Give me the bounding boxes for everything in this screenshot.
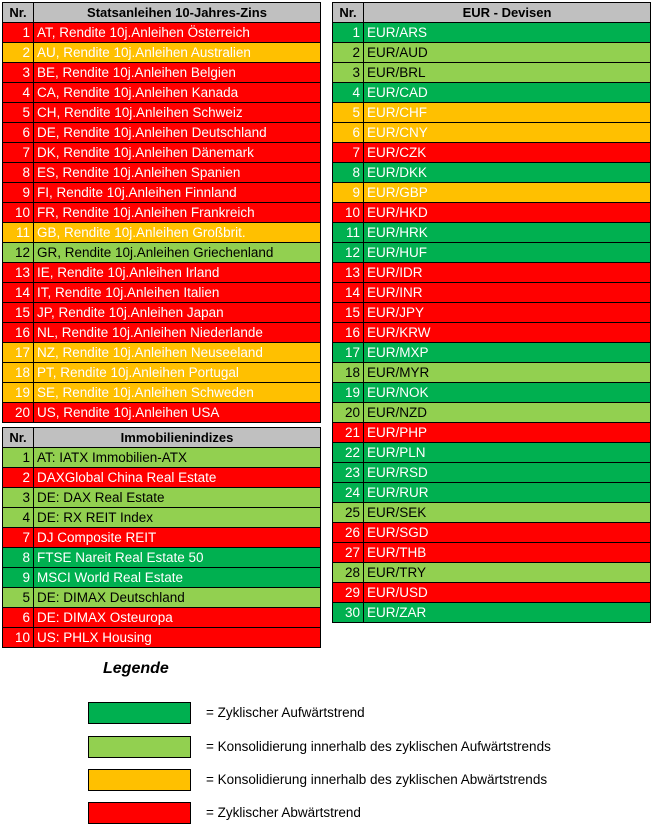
row-label: EUR/CZK: [364, 143, 651, 163]
table-row: [333, 183, 651, 203]
row-number: 17: [333, 343, 364, 363]
table-row: [333, 223, 651, 243]
row-number: 1: [3, 448, 34, 468]
row-number: 8: [3, 548, 34, 568]
table-row: [3, 343, 321, 363]
table-row: [3, 143, 321, 163]
table-row: [3, 223, 321, 243]
table-row: [333, 383, 651, 403]
real-estate-nr-header: Nr.: [3, 428, 34, 448]
row-number: 16: [333, 323, 364, 343]
row-number: 18: [3, 363, 34, 383]
row-label: DK, Rendite 10j.Anleihen Dänemark: [34, 143, 321, 163]
row-number: 23: [333, 463, 364, 483]
row-label: ES, Rendite 10j.Anleihen Spanien: [34, 163, 321, 183]
table-row: [3, 548, 321, 568]
row-number: 6: [3, 608, 34, 628]
row-number: 7: [3, 528, 34, 548]
row-number: 8: [3, 163, 34, 183]
row-number: 3: [3, 488, 34, 508]
table-row: [333, 123, 651, 143]
bonds-header-row: [3, 3, 321, 23]
row-number: 15: [3, 303, 34, 323]
row-number: 27: [333, 543, 364, 563]
table-row: [333, 583, 651, 603]
legend-title: Legende: [103, 660, 169, 677]
row-number: 10: [3, 628, 34, 648]
table-row: [333, 63, 651, 83]
table-row: [3, 243, 321, 263]
row-number: 28: [333, 563, 364, 583]
row-number: 5: [3, 588, 34, 608]
table-row: [3, 203, 321, 223]
row-number: 6: [333, 123, 364, 143]
table-row: [333, 43, 651, 63]
row-number: 5: [333, 103, 364, 123]
row-label: DE: DIMAX Osteuropa: [34, 608, 321, 628]
row-label: EUR/SEK: [364, 503, 651, 523]
real-estate-title: Immobilienindizes: [34, 428, 321, 448]
table-row: [3, 383, 321, 403]
row-number: 25: [333, 503, 364, 523]
row-label: EUR/USD: [364, 583, 651, 603]
row-number: 29: [333, 583, 364, 603]
row-label: SE, Rendite 10j.Anleihen Schweden: [34, 383, 321, 403]
row-label: EUR/BRL: [364, 63, 651, 83]
row-number: 13: [333, 263, 364, 283]
table-row: [333, 603, 651, 623]
row-label: EUR/KRW: [364, 323, 651, 343]
table-row: [333, 343, 651, 363]
table-row: [3, 183, 321, 203]
row-label: NL, Rendite 10j.Anleihen Niederlande: [34, 323, 321, 343]
row-number: 9: [3, 183, 34, 203]
row-label: EUR/SGD: [364, 523, 651, 543]
row-number: 15: [333, 303, 364, 323]
legend-swatch: [88, 736, 191, 758]
row-label: EUR/HRK: [364, 223, 651, 243]
row-label: EUR/PLN: [364, 443, 651, 463]
row-label: EUR/CNY: [364, 123, 651, 143]
row-number: 5: [3, 103, 34, 123]
table-row: [333, 423, 651, 443]
row-number: 22: [333, 443, 364, 463]
row-label: EUR/AUD: [364, 43, 651, 63]
table-row: [333, 323, 651, 343]
table-row: [333, 263, 651, 283]
table-row: [3, 103, 321, 123]
row-number: 3: [333, 63, 364, 83]
table-row: [333, 363, 651, 383]
bonds-title: Statsanleihen 10-Jahres-Zins: [34, 3, 321, 23]
table-row: [333, 283, 651, 303]
row-label: EUR/DKK: [364, 163, 651, 183]
row-label: DE: DAX Real Estate: [34, 488, 321, 508]
table-row: [3, 283, 321, 303]
row-label: EUR/ARS: [364, 23, 651, 43]
fx-header-row: [333, 3, 651, 23]
row-number: 13: [3, 263, 34, 283]
table-row: [3, 488, 321, 508]
row-number: 26: [333, 523, 364, 543]
row-number: 14: [3, 283, 34, 303]
row-label: EUR/ZAR: [364, 603, 651, 623]
row-number: 4: [333, 83, 364, 103]
row-label: FI, Rendite 10j.Anleihen Finnland: [34, 183, 321, 203]
legend-text: = Konsolidierung innerhalb des zyklischen Aufwärtstrends: [206, 739, 551, 754]
real-estate-body: [3, 448, 321, 648]
row-label: PT, Rendite 10j.Anleihen Portugal: [34, 363, 321, 383]
row-label: JP, Rendite 10j.Anleihen Japan: [34, 303, 321, 323]
table-row: [333, 143, 651, 163]
row-label: DE: RX REIT Index: [34, 508, 321, 528]
real-estate-table: [2, 427, 321, 648]
fx-body: [333, 23, 651, 623]
row-label: DJ Composite REIT: [34, 528, 321, 548]
row-label: EUR/HUF: [364, 243, 651, 263]
table-row: [333, 103, 651, 123]
table-row: [3, 63, 321, 83]
table-row: [3, 528, 321, 548]
table-row: [333, 483, 651, 503]
row-number: 6: [3, 123, 34, 143]
row-label: BE, Rendite 10j.Anleihen Belgien: [34, 63, 321, 83]
row-label: DE, Rendite 10j.Anleihen Deutschland: [34, 123, 321, 143]
row-number: 17: [3, 343, 34, 363]
table-row: [3, 468, 321, 488]
table-row: [3, 303, 321, 323]
row-label: NZ, Rendite 10j.Anleihen Neuseeland: [34, 343, 321, 363]
row-number: 2: [3, 43, 34, 63]
bonds-table: [2, 2, 321, 423]
table-row: [3, 403, 321, 423]
row-number: 19: [3, 383, 34, 403]
row-label: EUR/TRY: [364, 563, 651, 583]
table-row: [3, 588, 321, 608]
row-number: 7: [3, 143, 34, 163]
row-label: EUR/RUR: [364, 483, 651, 503]
legend-text: = Zyklischer Abwärtstrend: [206, 805, 361, 820]
table-row: [333, 403, 651, 423]
table-row: [333, 503, 651, 523]
row-number: 2: [333, 43, 364, 63]
row-number: 19: [333, 383, 364, 403]
row-number: 14: [333, 283, 364, 303]
row-number: 18: [333, 363, 364, 383]
table-row: [3, 508, 321, 528]
row-label: IE, Rendite 10j.Anleihen Irland: [34, 263, 321, 283]
row-label: EUR/GBP: [364, 183, 651, 203]
row-number: 8: [333, 163, 364, 183]
row-label: US, Rendite 10j.Anleihen USA: [34, 403, 321, 423]
row-number: 9: [333, 183, 364, 203]
row-number: 12: [333, 243, 364, 263]
row-number: 21: [333, 423, 364, 443]
table-row: [3, 608, 321, 628]
row-number: 4: [3, 508, 34, 528]
table-row: [3, 23, 321, 43]
row-number: 12: [3, 243, 34, 263]
row-label: EUR/NZD: [364, 403, 651, 423]
row-label: EUR/INR: [364, 283, 651, 303]
table-row: [333, 303, 651, 323]
row-number: 7: [333, 143, 364, 163]
table-row: [333, 203, 651, 223]
row-label: FTSE Nareit Real Estate 50: [34, 548, 321, 568]
row-number: 20: [333, 403, 364, 423]
row-number: 11: [3, 223, 34, 243]
row-label: EUR/HKD: [364, 203, 651, 223]
row-number: 11: [333, 223, 364, 243]
fx-table: [332, 2, 651, 623]
row-label: EUR/MXP: [364, 343, 651, 363]
row-number: 16: [3, 323, 34, 343]
legend-text: = Zyklischer Aufwärtstrend: [206, 705, 365, 720]
table-row: [3, 628, 321, 648]
row-label: AU, Rendite 10j.Anleihen Australien: [34, 43, 321, 63]
table-row: [3, 363, 321, 383]
table-row: [333, 83, 651, 103]
table-row: [333, 543, 651, 563]
bonds-nr-header: Nr.: [3, 3, 34, 23]
row-label: CA, Rendite 10j.Anleihen Kanada: [34, 83, 321, 103]
table-row: [3, 323, 321, 343]
row-label: AT, Rendite 10j.Anleihen Österreich: [34, 23, 321, 43]
row-label: EUR/MYR: [364, 363, 651, 383]
row-label: MSCI World Real Estate: [34, 568, 321, 588]
table-row: [333, 243, 651, 263]
table-row: [3, 43, 321, 63]
table-row: [3, 123, 321, 143]
table-row: [333, 163, 651, 183]
table-row: [333, 443, 651, 463]
row-label: DAXGlobal China Real Estate: [34, 468, 321, 488]
real-estate-header-row: [3, 428, 321, 448]
row-label: EUR/IDR: [364, 263, 651, 283]
table-row: [3, 163, 321, 183]
legend-text: = Konsolidierung innerhalb des zyklischen Abwärtstrends: [206, 772, 548, 787]
row-number: 10: [333, 203, 364, 223]
row-label: GB, Rendite 10j.Anleihen Großbrit.: [34, 223, 321, 243]
row-label: DE: DIMAX Deutschland: [34, 588, 321, 608]
row-label: GR, Rendite 10j.Anleihen Griechenland: [34, 243, 321, 263]
row-label: US: PHLX Housing: [34, 628, 321, 648]
table-row: [3, 568, 321, 588]
legend-swatch: [88, 769, 191, 791]
table-row: [333, 23, 651, 43]
row-label: EUR/CHF: [364, 103, 651, 123]
fx-nr-header: Nr.: [333, 3, 364, 23]
row-number: 1: [3, 23, 34, 43]
row-number: 9: [3, 568, 34, 588]
legend-swatch: [88, 702, 191, 724]
bonds-body: [3, 23, 321, 423]
row-number: 20: [3, 403, 34, 423]
row-label: EUR/PHP: [364, 423, 651, 443]
legend-swatch: [88, 802, 191, 824]
row-number: 30: [333, 603, 364, 623]
row-label: CH, Rendite 10j.Anleihen Schweiz: [34, 103, 321, 123]
table-row: [333, 463, 651, 483]
table-row: [3, 83, 321, 103]
row-label: EUR/NOK: [364, 383, 651, 403]
row-label: AT: IATX Immobilien-ATX: [34, 448, 321, 468]
row-number: 24: [333, 483, 364, 503]
row-number: 1: [333, 23, 364, 43]
row-label: EUR/CAD: [364, 83, 651, 103]
table-row: [3, 448, 321, 468]
fx-title: EUR - Devisen: [364, 3, 651, 23]
row-number: 10: [3, 203, 34, 223]
table-row: [3, 263, 321, 283]
row-label: EUR/THB: [364, 543, 651, 563]
row-number: 4: [3, 83, 34, 103]
row-label: EUR/RSD: [364, 463, 651, 483]
row-number: 2: [3, 468, 34, 488]
row-label: IT, Rendite 10j.Anleihen Italien: [34, 283, 321, 303]
table-row: [333, 523, 651, 543]
row-number: 3: [3, 63, 34, 83]
row-label: EUR/JPY: [364, 303, 651, 323]
table-row: [333, 563, 651, 583]
row-label: FR, Rendite 10j.Anleihen Frankreich: [34, 203, 321, 223]
